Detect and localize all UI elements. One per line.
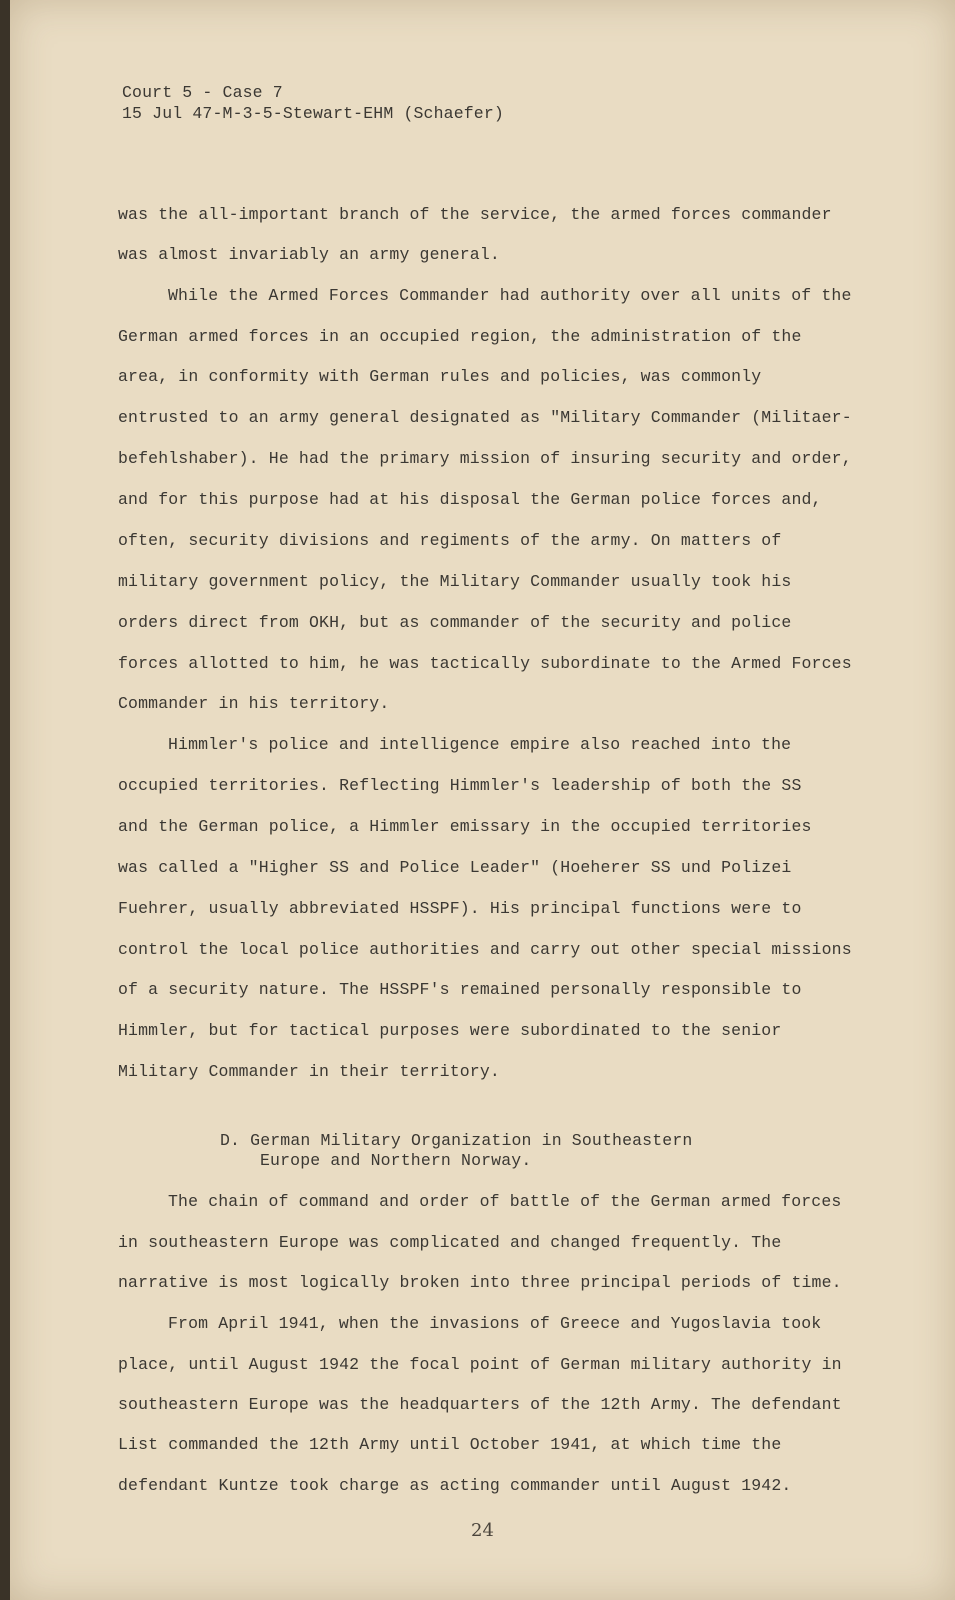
body-line: Military Commander in their territory. <box>118 1062 500 1081</box>
body-line: orders direct from OKH, but as commander of the security and police <box>118 613 792 632</box>
body-line: was called a "Higher SS and Police Leader" (Hoeherer SS und Polizei <box>118 858 792 877</box>
section-line: defendant Kuntze took charge as acting commander until August 1942. <box>118 1476 792 1495</box>
document-header <box>122 82 504 124</box>
section-line: in southeastern Europe was complicated and changed frequently. The <box>118 1233 782 1252</box>
document-page <box>10 0 955 1600</box>
body-line: and for this purpose had at his disposal the German police forces and, <box>118 490 822 509</box>
body-line: forces allotted to him, he was tactically subordinate to the Armed Forces <box>118 654 852 673</box>
body-line: Fuehrer, usually abbreviated HSSPF). His principal functions were to <box>118 899 802 918</box>
page-number: 24 <box>471 1520 494 1541</box>
body-line: While the Armed Forces Commander had authority over all units of the <box>168 286 852 305</box>
section-line: From April 1941, when the invasions of Greece and Yugoslavia took <box>168 1314 822 1333</box>
body-line: befehlshaber). He had the primary mission of insuring security and order, <box>118 449 852 468</box>
body-line: German armed forces in an occupied region, the administration of the <box>118 327 802 346</box>
section-heading <box>220 1131 692 1171</box>
body-line: Commander in his territory. <box>118 694 390 713</box>
body-line: was almost invariably an army general. <box>118 245 500 264</box>
section-line: The chain of command and order of battle of the German armed forces <box>168 1192 842 1211</box>
section-line: narrative is most logically broken into three principal periods of time. <box>118 1273 842 1292</box>
body-line: occupied territories. Reflecting Himmler's leadership of both the SS <box>118 776 802 795</box>
section-line: place, until August 1942 the focal point of German military authority in <box>118 1355 842 1374</box>
body-line: of a security nature. The HSSPF's remained personally responsible to <box>118 980 802 999</box>
body-line: and the German police, a Himmler emissary in the occupied territories <box>118 817 812 836</box>
body-line: area, in conformity with German rules and policies, was commonly <box>118 367 762 386</box>
body-line: entrusted to an army general designated as "Military Commander (Militaer- <box>118 408 852 427</box>
body-line: Himmler's police and intelligence empire also reached into the <box>168 735 792 754</box>
body-line: control the local police authorities and carry out other special missions <box>118 940 852 959</box>
section-line: List commanded the 12th Army until October 1941, at which time the <box>118 1435 782 1454</box>
session-line: 15 Jul 47-M-3-5-Stewart-EHM (Schaefer) <box>122 104 504 123</box>
body-line: Himmler, but for tactical purposes were subordinated to the senior <box>118 1021 782 1040</box>
section-heading-line: D. German Military Organization in Southeastern <box>220 1131 693 1150</box>
section-line: southeastern Europe was the headquarters of the 12th Army. The defendant <box>118 1395 842 1414</box>
body-line: military government policy, the Military Commander usually took his <box>118 572 792 591</box>
body-line: often, security divisions and regiments of the army. On matters of <box>118 531 782 550</box>
court-case-line: Court 5 - Case 7 <box>122 83 283 102</box>
section-heading-line: Europe and Northern Norway. <box>260 1151 532 1170</box>
body-line: was the all-important branch of the service, the armed forces commander <box>118 205 832 224</box>
